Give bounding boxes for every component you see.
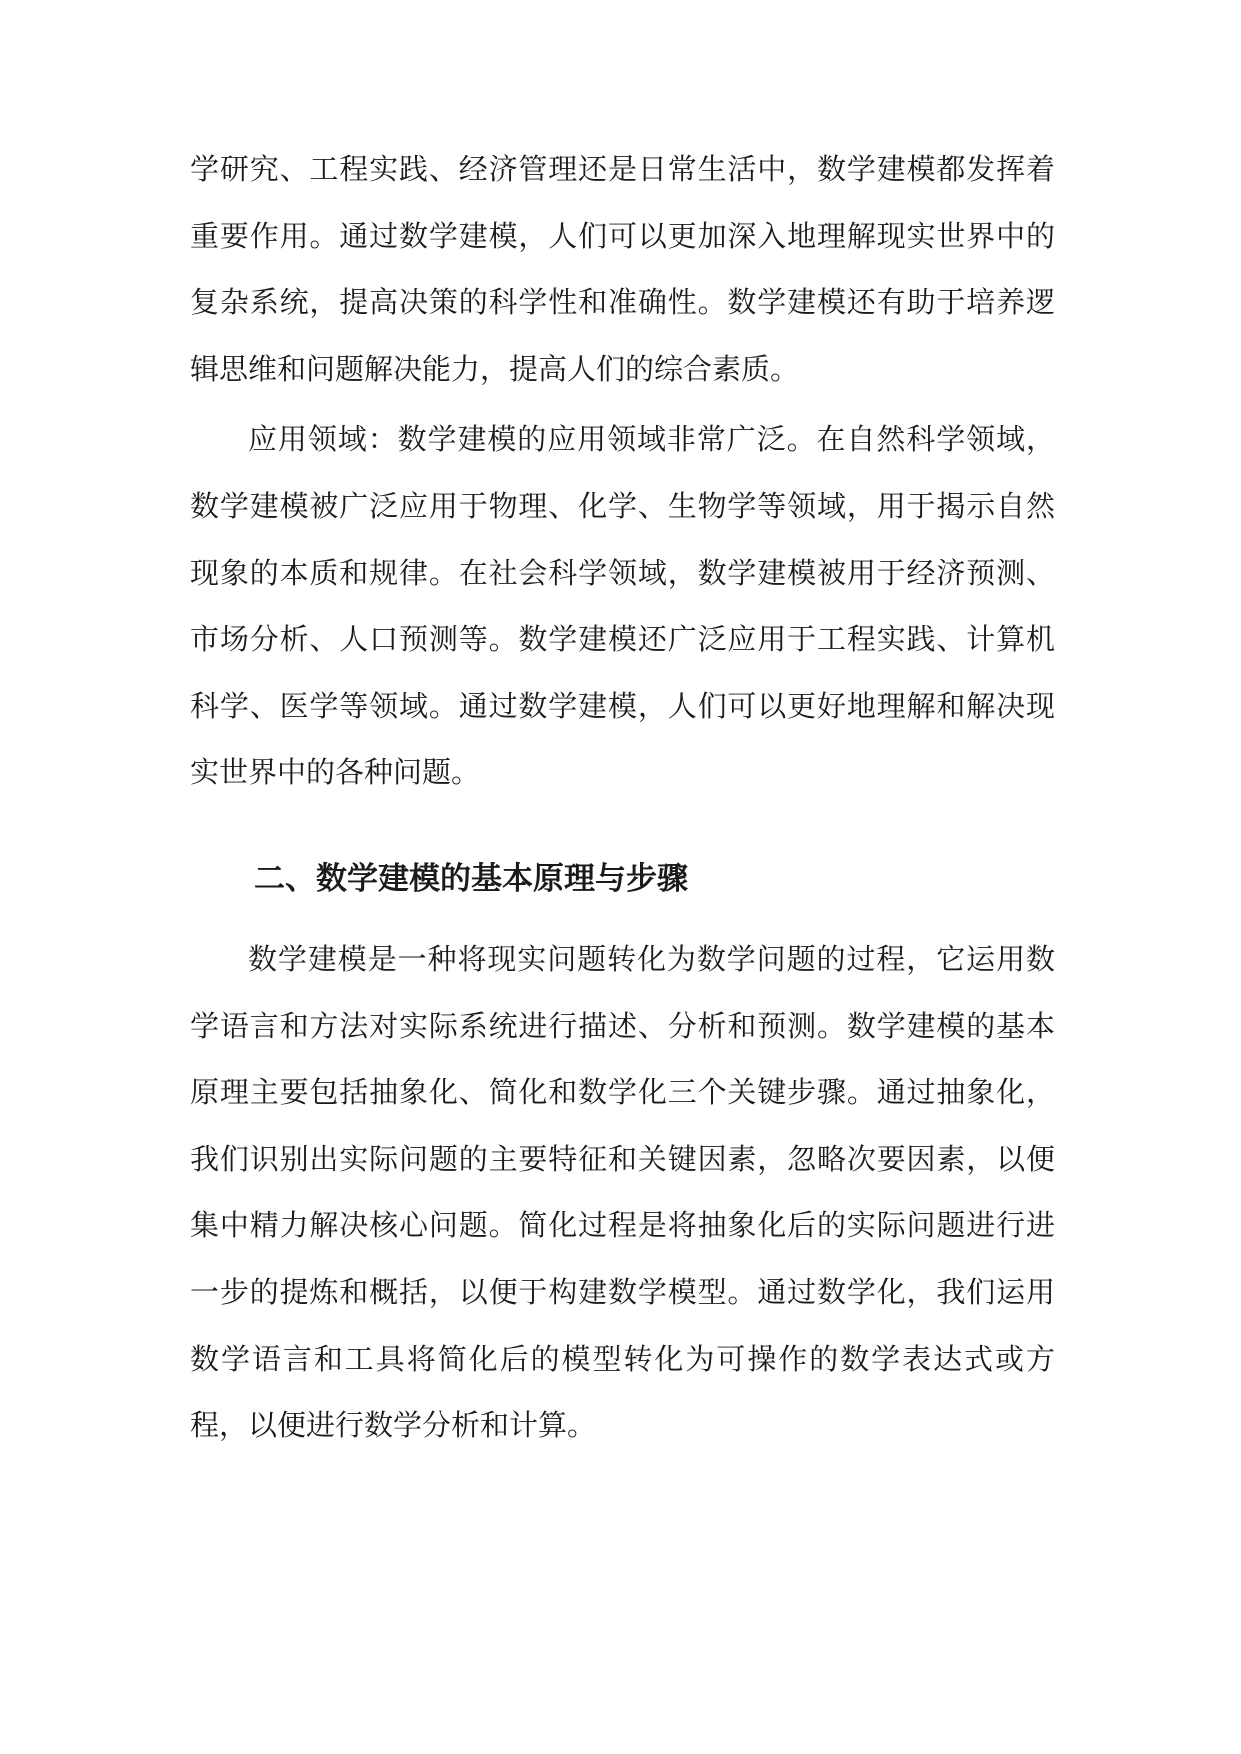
section-heading: 二、数学建模的基本原理与步骤	[254, 860, 688, 897]
paragraph-continuation: 学研究、工程实践、经济管理还是日常生活中，数学建模都发挥着重要作用。通过数学建模，人们可以更加深入地理解现实世界中的复杂系统，提高决策的科学性和准确性。数学建模还有助于培养逻辑思维和问题解决能力，提高人们的综合素质。	[190, 152, 1055, 386]
paragraph-principles: 数学建模是一种将现实问题转化为数学问题的过程，它运用数学语言和方法对实际系统进行描述、分析和预测。数学建模的基本原理主要包括抽象化、简化和数学化三个关键步骤。通过抽象化，我们识别出实际问题的主要特征和关键因素，忽略次要因素，以便集中精力解决核心问题。简化过程是将抽象化后的实际问题进行进一步的提炼和概括，以便于构建数学模型。通过数学化，我们运用数学语言和工具将简化后的模型转化为可操作的数学表达式或方程，以便进行数学分析和计算。	[190, 941, 1055, 1443]
paragraph-applications: 应用领域：数学建模的应用领域非常广泛。在自然科学领域，数学建模被广泛应用于物理、化学、生物学等领域，用于揭示自然现象的本质和规律。在社会科学领域，数学建模被用于经济预测、市场分析、人口预测等。数学建模还广泛应用于工程实践、计算机科学、医学等领域。通过数学建模，人们可以更好地理解和解决现实世界中的各种问题。	[190, 422, 1055, 790]
document-body	[190, 136, 1055, 1459]
